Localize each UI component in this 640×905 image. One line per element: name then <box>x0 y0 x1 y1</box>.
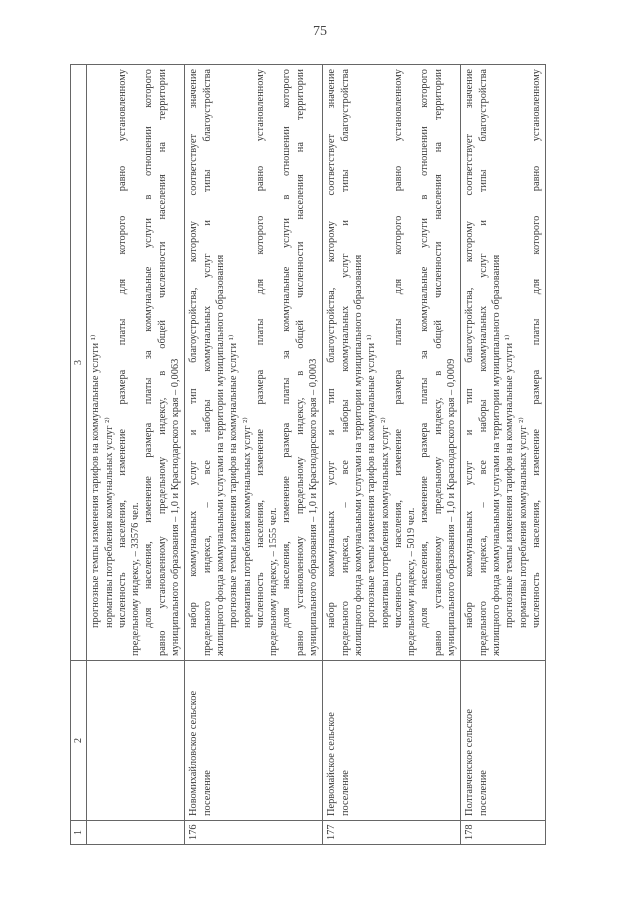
detail-line: доля населения, изменение размера платы за коммунальные услуги в отношении которого <box>143 69 155 628</box>
detail-line: численность населения, изменение размера платы для которого равно установленному <box>392 69 404 628</box>
detail-line: муниципального образования – 1,0 и Краснодарского края – 0,0009 <box>446 358 458 656</box>
detail-line: численность населения, изменение размера платы для которого равно установленному <box>116 69 128 628</box>
table-row-176 <box>185 65 323 845</box>
detail-line: численность населения, изменение размера платы для которого равно установленному <box>530 69 542 628</box>
row-details-cell <box>461 65 546 661</box>
detail-line: прогнозные темпы изменения тарифов на коммунальные услуги ¹⁾ <box>504 334 516 628</box>
municipality-name-cell: Первомайское сельское поселение <box>323 661 461 821</box>
row-details-cell <box>323 65 461 661</box>
detail-line: численность населения, изменение размера платы для которого равно установленному <box>254 69 266 628</box>
detail-line: набор коммунальных услуг и тип благоустройства, которому соответствует значение <box>326 69 338 628</box>
row-details-cell <box>87 65 185 661</box>
row-number-cell <box>87 821 185 845</box>
row-number-cell: 177 <box>323 821 461 845</box>
page-number: 75 <box>313 24 327 39</box>
table-row-177 <box>323 65 461 845</box>
row-number-cell: 178 <box>461 821 546 845</box>
detail-line: нормативы потребления коммунальных услуг ²⁾ <box>517 417 529 628</box>
column-header-2: 2 <box>71 661 87 821</box>
detail-line: равно установленному предельному индексу, в общей численности населения на территории <box>432 69 444 656</box>
row-number-cell: 176 <box>185 821 323 845</box>
column-header-3: 3 <box>71 65 87 661</box>
detail-line: жилищного фонда коммунальными услугами на территории муниципального образования <box>490 254 502 656</box>
detail-line: набор коммунальных услуг и тип благоустройства, которому соответствует значение <box>464 69 476 628</box>
municipality-name-cell: Новомихайловское сельское поселение <box>185 661 323 821</box>
detail-line: предельному индексу, – 33576 чел. <box>130 502 142 656</box>
detail-line: набор коммунальных услуг и тип благоустройства, которому соответствует значение <box>188 69 200 628</box>
rotated-table-container <box>70 65 590 845</box>
detail-line: предельного индекса, – все наборы коммунальных услуг и типы благоустройства <box>201 69 213 656</box>
table-header-row <box>71 65 87 845</box>
table-row-continuation <box>87 65 185 845</box>
row-details-cell <box>185 65 323 661</box>
detail-line: равно установленному предельному индексу, в общей численности населения на территории <box>294 69 306 656</box>
detail-line: нормативы потребления коммунальных услуг ²⁾ <box>379 417 391 628</box>
municipality-name-cell: Полтавченское сельское поселение <box>461 661 546 821</box>
municipality-name-cell <box>87 661 185 821</box>
detail-line: предельного индекса, – все наборы коммунальных услуг и типы благоустройства <box>477 69 489 656</box>
detail-line: предельному индексу, – 5019 чел. <box>406 507 418 656</box>
table-row-178 <box>461 65 546 845</box>
detail-line: равно установленному предельному индексу, в общей численности населения на территории <box>156 69 168 656</box>
detail-line: прогнозные темпы изменения тарифов на коммунальные услуги ¹⁾ <box>90 334 102 628</box>
detail-line: прогнозные темпы изменения тарифов на коммунальные услуги ¹⁾ <box>228 334 240 628</box>
detail-line: прогнозные темпы изменения тарифов на коммунальные услуги ¹⁾ <box>366 334 378 628</box>
detail-line: муниципального образования – 1,0 и Краснодарского края – 0,0063 <box>170 358 182 656</box>
detail-line: доля населения, изменение размера платы за коммунальные услуги в отношении которого <box>281 69 293 628</box>
detail-line: жилищного фонда коммунальными услугами на территории муниципального образования <box>352 254 364 656</box>
detail-line: предельного индекса, – все наборы коммунальных услуг и типы благоустройства <box>339 69 351 656</box>
detail-line: доля населения, изменение размера платы за коммунальные услуги в отношении которого <box>419 69 431 628</box>
column-header-1: 1 <box>71 821 87 845</box>
detail-line: нормативы потребления коммунальных услуг ²⁾ <box>103 417 115 628</box>
detail-line: предельному индексу, – 1555 чел. <box>268 507 280 656</box>
detail-line: жилищного фонда коммунальными услугами на территории муниципального образования <box>214 254 226 656</box>
detail-line: нормативы потребления коммунальных услуг ²⁾ <box>241 417 253 628</box>
municipalities-table <box>70 64 546 845</box>
detail-line: муниципального образования – 1,0 и Краснодарского края – 0,0003 <box>308 358 320 656</box>
